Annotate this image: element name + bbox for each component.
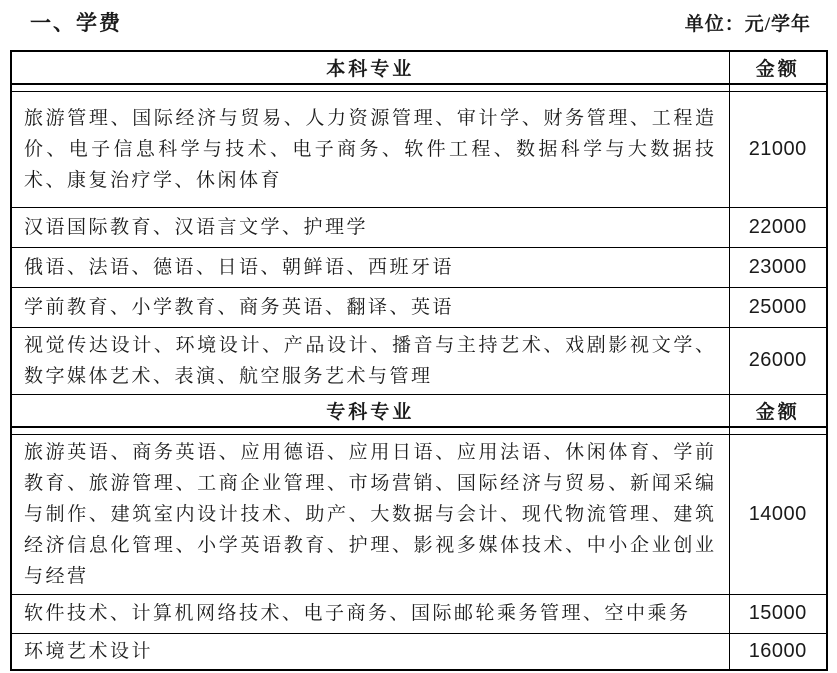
- majors-cell: 旅游管理、国际经济与贸易、人力资源管理、审计学、财务管理、工程造价、电子信息科学与技术、电子商务、软件工程、数据科学与大数据技术、康复治疗学、休闲体育: [11, 91, 729, 207]
- majors-cell: 旅游英语、商务英语、应用德语、应用日语、应用法语、休闲体育、学前教育、旅游管理、工商企业管理、市场营销、国际经济与贸易、新闻采编与制作、建筑室内设计技术、助产、大数据与会计、现代物流管理、建筑经济信息化管理、小学英语教育、护理、影视多媒体技术、中小企业创业与经营: [11, 434, 729, 594]
- table-row: [11, 633, 827, 670]
- amount-cell: 22000: [729, 207, 827, 247]
- header-divider-gap: [11, 84, 827, 91]
- divider-gap-cell: [729, 84, 827, 91]
- amount-cell: 21000: [729, 91, 827, 207]
- amount-cell: 16000: [729, 633, 827, 670]
- document-header: [30, 7, 811, 37]
- majors-cell: 俄语、法语、德语、日语、朝鲜语、西班牙语: [11, 247, 729, 287]
- amount-cell: 14000: [729, 434, 827, 594]
- amount-header: 金额: [729, 51, 827, 84]
- amount-cell: 25000: [729, 287, 827, 327]
- amount-header: 金额: [729, 394, 827, 427]
- divider-gap-cell: [729, 427, 827, 434]
- majors-cell: 汉语国际教育、汉语言文学、护理学: [11, 207, 729, 247]
- majors-cell: 视觉传达设计、环境设计、产品设计、播音与主持艺术、戏剧影视文学、数字媒体艺术、表演、航空服务艺术与管理: [11, 327, 729, 394]
- table-row: [11, 327, 827, 394]
- vocational-majors-header: 专科专业: [11, 394, 729, 427]
- divider-gap-cell: [11, 84, 729, 91]
- unit-label: 单位：元/学年: [684, 14, 811, 35]
- tuition-fee-table: [10, 50, 828, 671]
- divider-gap-cell: [11, 427, 729, 434]
- table-row: [11, 91, 827, 207]
- undergraduate-header-row: [11, 51, 827, 84]
- page-title: 一、学费: [30, 11, 122, 35]
- table-row: [11, 247, 827, 287]
- amount-cell: 15000: [729, 594, 827, 633]
- table-row: [11, 594, 827, 633]
- amount-cell: 26000: [729, 327, 827, 394]
- vocational-header-row: [11, 394, 827, 427]
- majors-cell: 环境艺术设计: [11, 633, 729, 670]
- table-row: [11, 434, 827, 594]
- table-row: [11, 287, 827, 327]
- amount-cell: 23000: [729, 247, 827, 287]
- majors-cell: 学前教育、小学教育、商务英语、翻译、英语: [11, 287, 729, 327]
- majors-cell: 软件技术、计算机网络技术、电子商务、国际邮轮乘务管理、空中乘务: [11, 594, 729, 633]
- table-row: [11, 207, 827, 247]
- undergraduate-majors-header: 本科专业: [11, 51, 729, 84]
- header-divider-gap: [11, 427, 827, 434]
